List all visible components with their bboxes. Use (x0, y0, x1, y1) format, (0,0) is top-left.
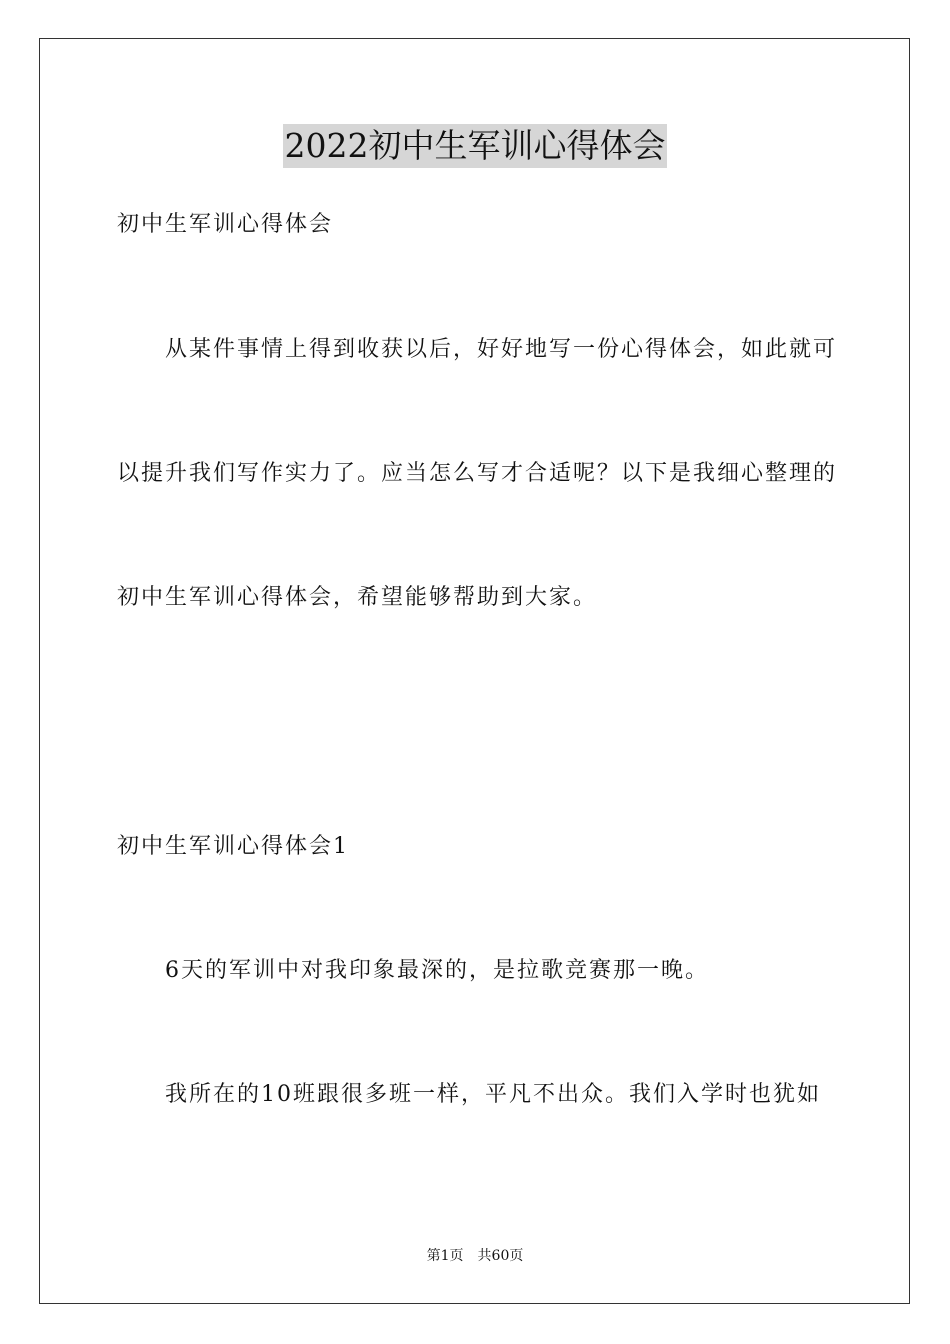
paragraph-line: 我所在的10班跟很多班一样，平凡不出众。我们入学时也犹如 (117, 1082, 821, 1107)
page-footer: 第1页 共60页 (426, 1248, 524, 1264)
subtitle-line: 初中生军训心得体会 (117, 212, 334, 237)
paragraph-line: 以提升我们写作实力了。应当怎么写才合适呢？以下是我细心整理的 (117, 461, 838, 486)
paragraph-line: 从某件事情上得到收获以后，好好地写一份心得体会，如此就可 (117, 337, 838, 362)
paragraph-line: 初中生军训心得体会，希望能够帮助到大家。 (117, 585, 598, 610)
document-title: 2022初中生军训心得体会 (283, 124, 668, 168)
section-heading: 初中生军训心得体会1 (117, 834, 349, 859)
title-container (0, 124, 950, 168)
paragraph-line: 6天的军训中对我印象最深的，是拉歌竞赛那一晚。 (117, 958, 709, 983)
